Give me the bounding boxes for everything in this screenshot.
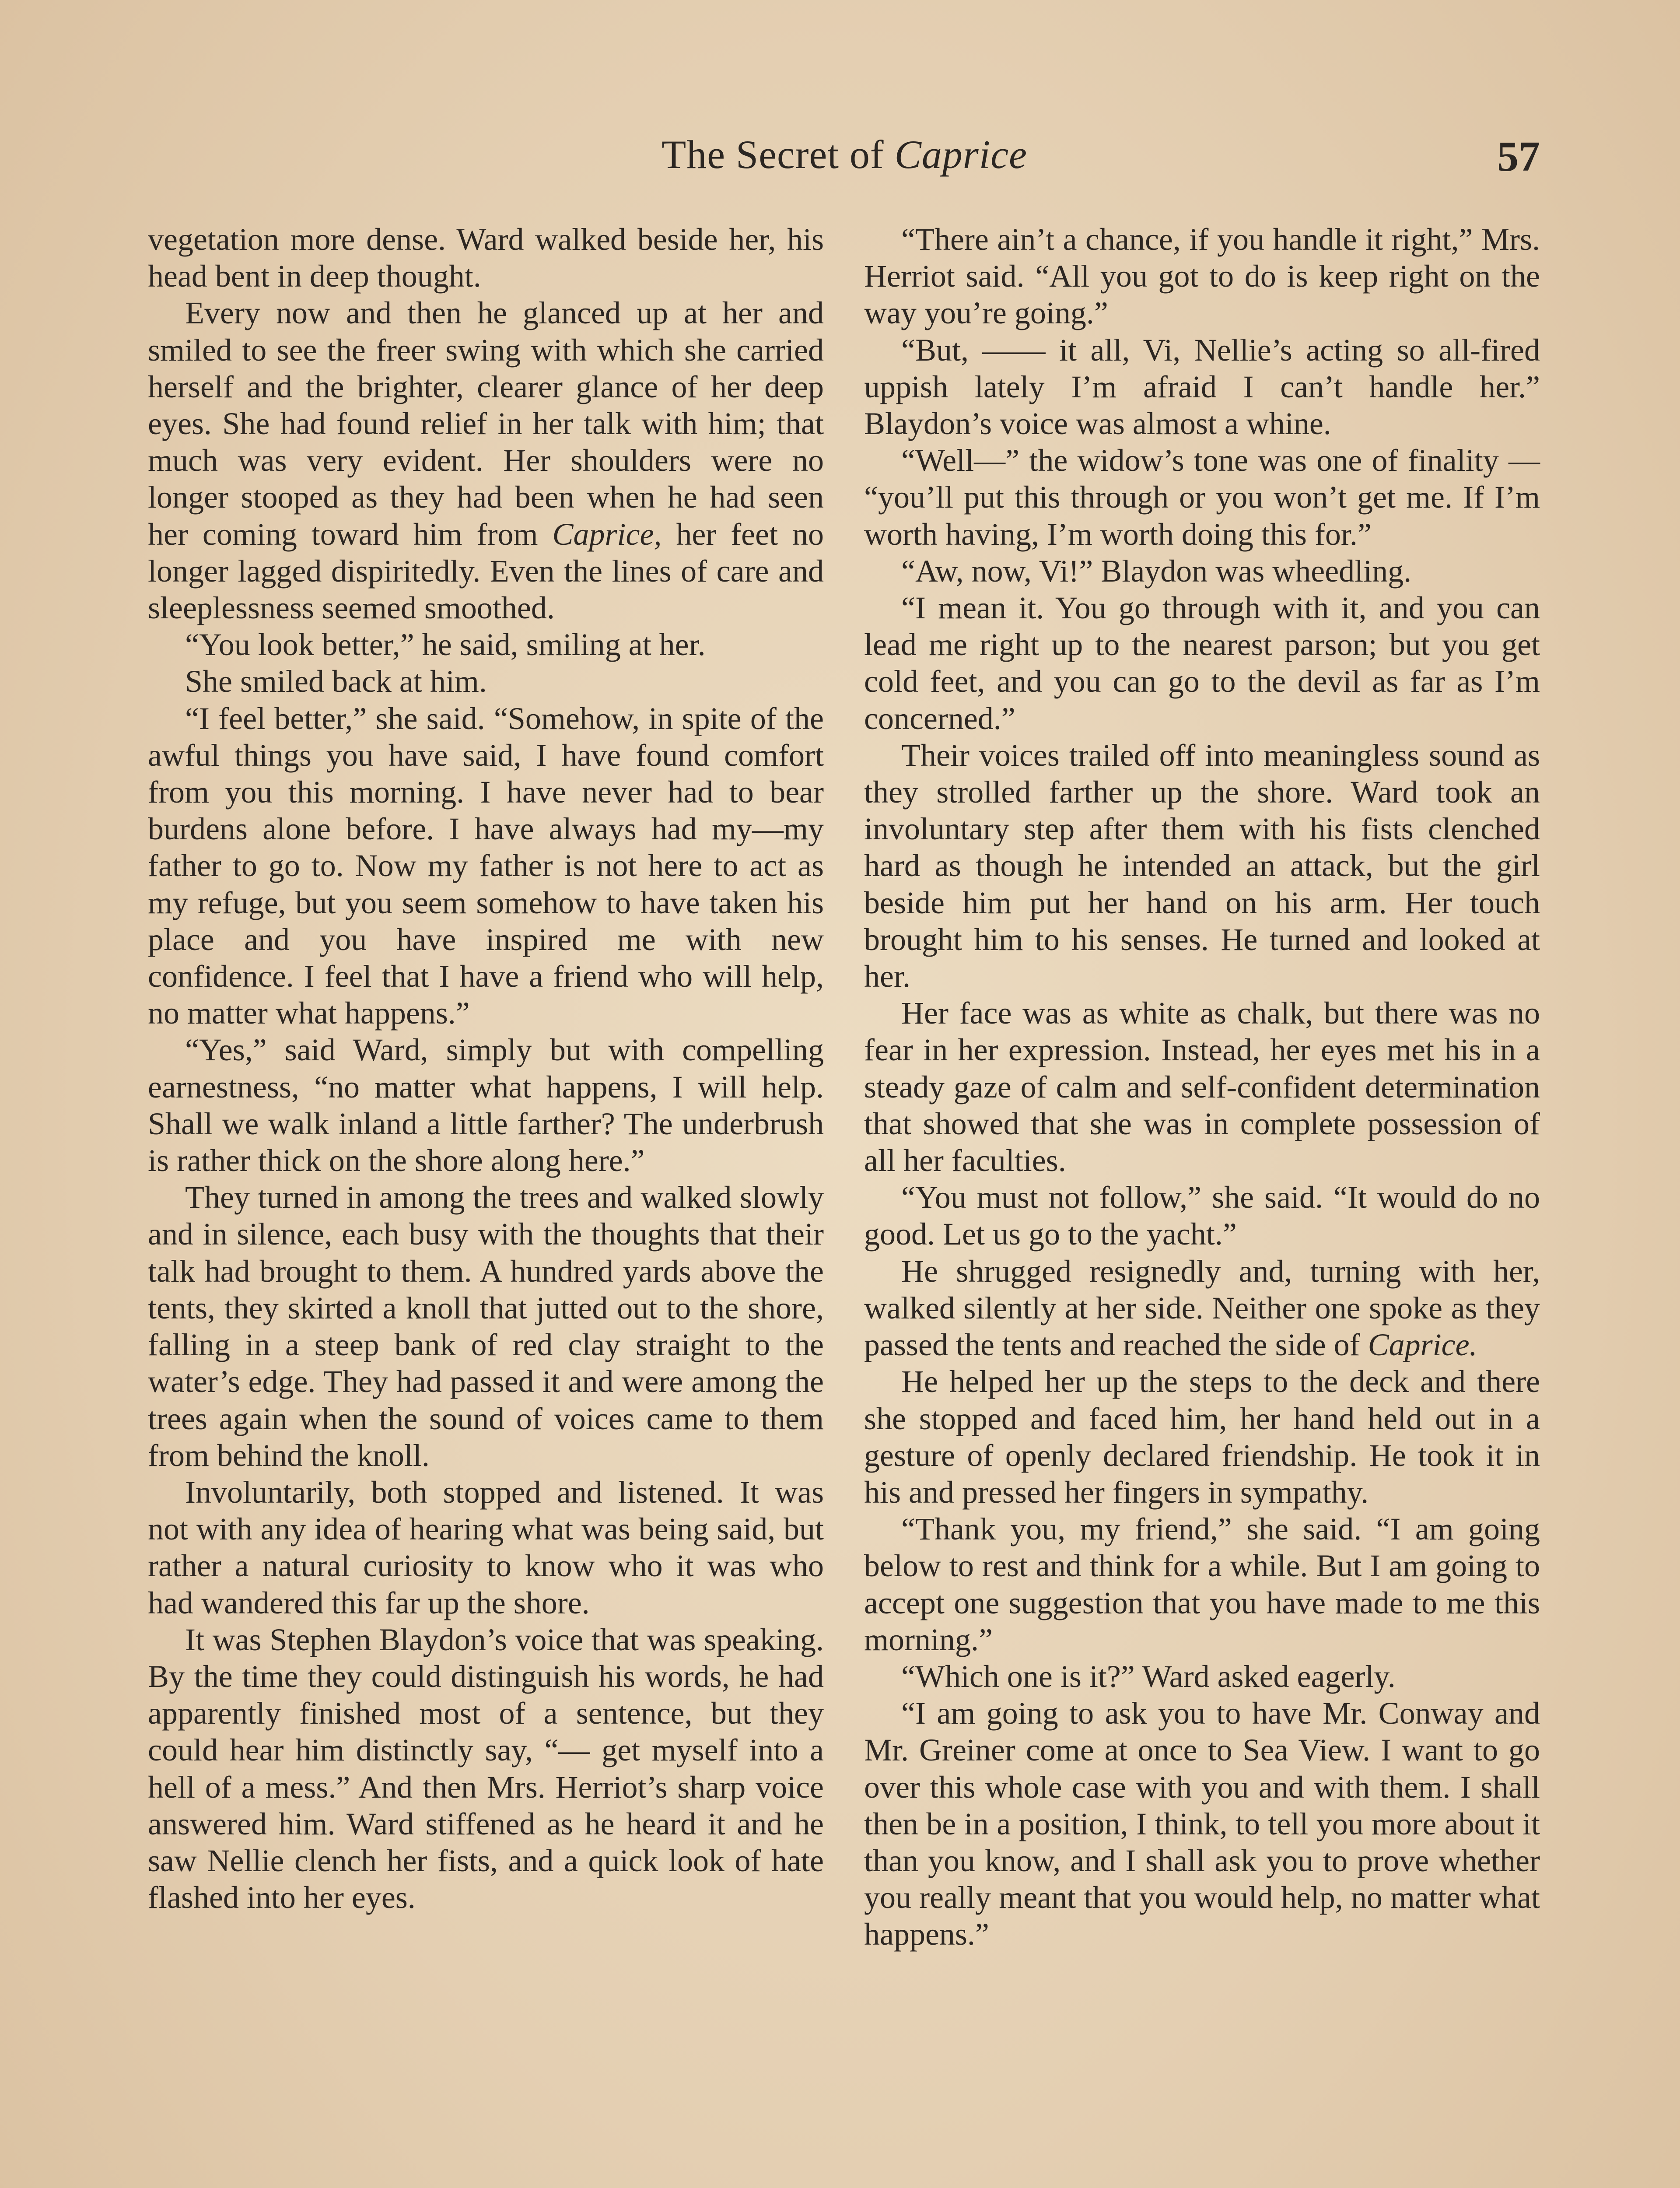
running-title-prefix: The Secret of <box>662 132 895 177</box>
paragraph <box>864 995 1540 1179</box>
paragraph-text: “Which one is it?” Ward asked eagerly. <box>901 1659 1396 1694</box>
paragraph <box>864 442 1540 553</box>
paragraph-text: vegetation more dense. Ward walked beside her, his head bent in deep thought. <box>148 222 824 294</box>
paragraph <box>864 1253 1540 1364</box>
running-title <box>149 131 1540 178</box>
paragraph-text: He helped her up the steps to the deck and there she stopped and faced him, her hand held out in a gesture of openly declared friendship. He took it in his and pressed her fingers in sympathy. <box>864 1364 1540 1510</box>
paragraph <box>864 1363 1540 1511</box>
paragraph <box>148 295 824 626</box>
italic-text: Caprice, <box>552 516 662 552</box>
paragraph-text: She smiled back at him. <box>185 664 487 699</box>
paragraph <box>864 1658 1540 1695</box>
running-title-italic: Caprice <box>894 132 1027 177</box>
paragraph <box>148 1474 824 1621</box>
paragraph-text: Every now and then he glanced up at her and smiled to see the freer swing with which she carried herself and the brighter, clearer glance of her deep eyes. She had found relief in her talk with him; that much was very evident. Her shoulders were no longer stooped as they had been when he had seen her coming toward him from <box>148 295 824 552</box>
paragraph <box>864 589 1540 737</box>
paragraph <box>148 1031 824 1179</box>
paragraph-text: “You look better,” he said, smiling at her. <box>185 627 706 663</box>
paragraph <box>864 1179 1540 1252</box>
paragraph <box>864 553 1540 589</box>
paragraph <box>148 1621 824 1916</box>
paragraph-text: “I feel better,” she said. “Somehow, in spite of the awful things you have said, I have found comfort from you this morning. I have never had to bear burdens alone before. I have always had my—my father to go to. Now my father is not here to act as my refuge, but you seem somehow to have taken his place and you have inspired me with new confidence. I feel that I have a friend who will help, no matter what happens.” <box>148 701 824 1031</box>
paragraph-text: Her face was as white as chalk, but there was no fear in her expression. Instead, her eyes met his in a steady gaze of calm and self-confident determination that showed that she was in complete possession of all her faculties. <box>864 996 1540 1178</box>
page-header <box>149 131 1540 188</box>
paragraph-text: “Aw, now, Vi!” Blaydon was wheedling. <box>901 553 1412 589</box>
paragraph <box>864 1695 1540 1953</box>
paragraph <box>864 737 1540 995</box>
paragraph-text: “You must not follow,” she said. “It would do no good. Let us go to the yacht.” <box>864 1180 1540 1252</box>
paragraph-text: “Yes,” said Ward, simply but with compelling earnestness, “no matter what happens, I will help. Shall we walk inland a little farther? The underbrush is rather thick on the shore along here.” <box>148 1032 824 1178</box>
page-number: 57 <box>1497 133 1540 180</box>
paragraph-text: It was Stephen Blaydon’s voice that was speaking. By the time they could distinguish his words, he had apparently finished most of a sentence, but they could hear him distinctly say, “— get myself into a hell of a mess.” And then Mrs. Herriot’s sharp voice answered him. Ward stiffened as he heard it and he saw Nellie clench her fists, and a quick look of hate flashed into her eyes. <box>148 1622 824 1915</box>
paragraph <box>148 1179 824 1474</box>
right-text-column <box>864 221 1540 1953</box>
paragraph-text: Their voices trailed off into meaningless sound as they strolled farther up the shore. Ward took an involuntary step after them with his fists clenched hard as though he intended an attack, but the girl beside him put her hand on his arm. Her touch brought him to his senses. He turned and looked at her. <box>864 737 1540 994</box>
paragraph-text: Involuntarily, both stopped and listened. It was not with any idea of hearing what was being said, but rather a natural curiosity to know who it was who had wandered this far up the shore. <box>148 1474 824 1620</box>
paragraph-text: “Thank you, my friend,” she said. “I am going below to rest and think for a while. But I am going to accept one suggestion that you have made to me this morning.” <box>864 1511 1540 1657</box>
paragraph-text: They turned in among the trees and walked slowly and in silence, each busy with the thoughts that their talk had brought to them. A hundred yards above the tents, they skirted a knoll that jutted out to the shore, falling in a steep bank of red clay straight to the water’s edge. They had passed it and were among the trees again when the sound of voices came to them from behind the knoll. <box>148 1180 824 1473</box>
paragraph <box>148 221 824 295</box>
paragraph-text: “But, —— it all, Vi, Nellie’s acting so all-fired uppish lately I’m afraid I can’t handle her.” Blaydon’s voice was almost a whine. <box>864 332 1540 442</box>
paragraph <box>148 626 824 663</box>
paragraph <box>148 700 824 1032</box>
paragraph <box>148 663 824 700</box>
paragraph <box>864 332 1540 442</box>
paragraph-text: He shrugged resignedly and, turning with her, walked silently at her side. Neither one spoke as they passed the tents and reached the side of <box>864 1253 1540 1363</box>
paragraph-text: “I am going to ask you to have Mr. Conway and Mr. Greiner come at once to Sea View. I want to go over this whole case with you and with them. I shall then be in a position, I think, to tell you more about it than you know, and I shall ask you to prove whether you really meant that you would help, no matter what happens.” <box>864 1696 1540 1952</box>
paragraph-text: “I mean it. You go through with it, and you can lead me right up to the nearest parson; but you get cold feet, and you can go to the devil as far as I’m concerned.” <box>864 590 1540 736</box>
italic-text: Caprice. <box>1368 1327 1477 1363</box>
paragraph <box>864 1511 1540 1658</box>
paragraph <box>864 221 1540 332</box>
left-text-column <box>148 221 824 1916</box>
paragraph-text-after: her feet no longer lagged dispiritedly. Even the lines of care and sleeplessness seemed smoothed. <box>148 516 824 626</box>
paragraph-text: “Well—” the widow’s tone was one of finality — “you’ll put this through or you won’t get me. If I’m worth having, I’m worth doing this for.” <box>864 443 1540 552</box>
paragraph-text: “There ain’t a chance, if you handle it right,” Mrs. Herriot said. “All you got to do is keep right on the way you’re going.” <box>864 222 1540 331</box>
